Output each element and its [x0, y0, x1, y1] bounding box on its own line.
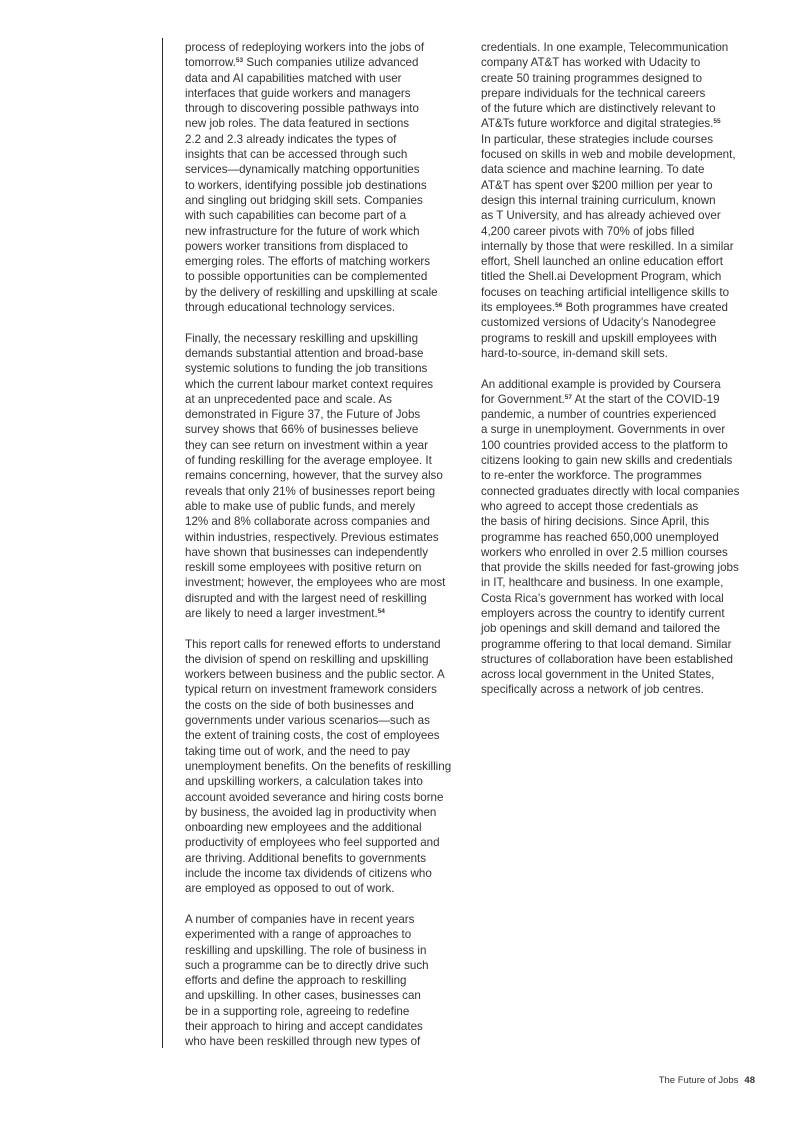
text-line [185, 851, 461, 866]
text-line [481, 560, 757, 575]
text-line [481, 575, 757, 590]
text-run: 4,200 career pivots with 70% of jobs filled [481, 224, 695, 238]
footnote-marker: 55 [713, 118, 721, 126]
text-run: An additional example is provided by Coursera [481, 377, 721, 391]
text-run: process of redeploying workers into the jobs of [185, 41, 425, 54]
text-line [185, 790, 461, 805]
text-line [481, 86, 757, 101]
text-run: programme offering to that local demand. Similar [481, 637, 732, 651]
text-line [185, 361, 461, 376]
text-line [481, 682, 757, 697]
text-line [185, 637, 461, 652]
text-run: through educational technology services. [185, 301, 396, 315]
text-line [185, 591, 461, 606]
text-run: disrupted and with the largest need of reskilling [185, 591, 427, 605]
text-line [481, 422, 757, 437]
text-line [185, 713, 461, 728]
text-line [185, 132, 461, 147]
text-run: have shown that businesses can independently [185, 545, 428, 559]
text-run: and upskilling. In other cases, businesses can [185, 989, 421, 1003]
footnote-marker: 53 [235, 57, 244, 65]
text-run: AT&Ts future workforce and digital strategies. [481, 117, 714, 131]
text-run: by the delivery of reskilling and upskilling at scale [185, 285, 438, 299]
text-run: titled the Shell.ai Development Program, which [481, 270, 722, 284]
text-run: who agreed to accept those credentials as [481, 499, 699, 513]
text-run: such a programme can be to directly drive such [185, 958, 429, 972]
text-run: effort, Shell launched an online education effort [481, 255, 723, 269]
text-run: tomorrow. [185, 56, 236, 70]
text-run: its employees. [481, 301, 556, 315]
text-run: to workers, identifying possible job destinations [185, 178, 427, 192]
text-run: programme has reached 650,000 unemployed [481, 530, 719, 544]
text-line [481, 453, 757, 468]
text-run: focuses on teaching artificial intelligence skills to [481, 285, 730, 299]
text-line [481, 468, 757, 483]
text-run: customized versions of Udacity’s Nanodegree [481, 316, 716, 330]
text-line [481, 499, 757, 514]
text-line [185, 484, 461, 499]
text-run: unemployment benefits. On the benefits of reskilling [185, 759, 452, 773]
text-run: new job roles. The data featured in sections [185, 117, 410, 131]
footnote-marker: 54 [377, 607, 385, 615]
text-line [185, 346, 461, 361]
text-line [481, 545, 757, 560]
text-line [185, 988, 461, 1003]
text-run: reskilling and upskilling. The role of business in [185, 943, 427, 957]
text-line [185, 162, 461, 177]
text-run: programs to reskill and upskill employees with [481, 331, 717, 345]
text-line [481, 652, 757, 667]
text-run: connected graduates directly with local companies [481, 484, 740, 498]
text-line [185, 545, 461, 560]
footer-title: The Future of Jobs [658, 1075, 739, 1086]
paragraph [185, 331, 461, 622]
text-run: investment; however, the employees who are most [185, 576, 446, 590]
text-line [481, 162, 757, 177]
paragraph [185, 40, 461, 315]
text-run: at an unprecedented pace and scale. As [185, 392, 392, 406]
text-run: the basis of hiring decisions. Since April, this [481, 515, 710, 529]
text-run: efforts and define the approach to reskilling [185, 974, 407, 988]
text-run: with such capabilities can become part of a [185, 209, 407, 223]
text-line [481, 71, 757, 86]
text-run: by business, the avoided lag in productivity when [185, 805, 437, 819]
text-run: in IT, healthcare and business. In one example, [481, 576, 724, 590]
text-run: and singling out bridging skill sets. Companies [185, 193, 423, 207]
paragraph [481, 40, 757, 361]
text-line [185, 943, 461, 958]
text-line [185, 744, 461, 759]
text-run: productivity of employees who feel supported and [185, 836, 440, 850]
text-line [185, 392, 461, 407]
left-column [185, 40, 461, 1065]
text-line [481, 300, 757, 315]
text-run: able to make use of public funds, and merely [185, 499, 416, 513]
text-run: reskill some employees with positive return on [185, 561, 422, 575]
text-line [185, 698, 461, 713]
text-line [481, 116, 757, 131]
text-run: demonstrated in Figure 37, the Future of Jobs [185, 408, 421, 422]
text-line [185, 55, 461, 70]
text-run: are likely to need a larger investment. [185, 606, 378, 620]
text-run: remains concerning, however, that the survey also [185, 469, 443, 483]
text-run: At the start of the COVID-19 [572, 392, 720, 406]
text-run: who have been reskilled through new types of [185, 1035, 421, 1049]
text-line [185, 71, 461, 86]
text-run: design this internal training curriculum, known [481, 193, 716, 207]
text-run: systemic solutions to funding the job transitions [185, 362, 428, 376]
text-run: typical return on investment framework considers [185, 683, 437, 697]
text-line [481, 484, 757, 499]
text-run: In particular, these strategies include courses [481, 132, 713, 146]
text-run: internally by those that were reskilled. In a similar [481, 239, 734, 253]
text-run: employers across the country to identify current [481, 606, 725, 620]
text-run: insights that can be accessed through such [185, 148, 408, 162]
text-line [185, 178, 461, 193]
text-line [481, 285, 757, 300]
text-line [185, 468, 461, 483]
text-line [185, 927, 461, 942]
text-line [185, 514, 461, 529]
text-run: and upskilling workers, a calculation takes into [185, 775, 423, 789]
paragraph [185, 637, 461, 897]
text-line [185, 774, 461, 789]
text-run: are thriving. Additional benefits to governments [185, 851, 427, 865]
footnote-marker: 56 [555, 302, 563, 310]
column-rule [162, 38, 163, 1048]
text-run: to re-enter the workforce. The programmes [481, 469, 702, 483]
text-run: through to discovering possible pathways into [185, 102, 419, 116]
text-line [185, 116, 461, 131]
text-run: survey shows that 66% of businesses believe [185, 423, 419, 437]
text-line [185, 866, 461, 881]
text-line [185, 958, 461, 973]
text-run: governments under various scenarios—such as [185, 714, 430, 728]
text-line [185, 40, 461, 55]
text-run: 100 countries provided access to the platform to [481, 438, 728, 452]
text-line [481, 208, 757, 223]
text-run: demands substantial attention and broad-base [185, 346, 424, 360]
text-line [185, 805, 461, 820]
text-run: Such companies utilize advanced [243, 56, 419, 70]
text-line [481, 331, 757, 346]
text-run: 2.2 and 2.3 already indicates the types of [185, 132, 397, 146]
text-line [185, 652, 461, 667]
text-line [481, 55, 757, 70]
text-run: services—dynamically matching opportunities [185, 163, 420, 177]
text-run: the extent of training costs, the cost of employees [185, 729, 440, 743]
text-line [185, 208, 461, 223]
text-run: Costa Rica’s government has worked with local [481, 591, 724, 605]
text-run: This report calls for renewed efforts to understand [185, 637, 441, 651]
text-run: within industries, respectively. Previous estimates [185, 530, 439, 544]
text-line [481, 667, 757, 682]
text-line [185, 1004, 461, 1019]
text-line [185, 667, 461, 682]
text-run: pandemic, a number of countries experienced [481, 408, 717, 422]
text-line [185, 820, 461, 835]
text-run: hard-to-source, in-demand skill sets. [481, 346, 668, 360]
text-run: credentials. In one example, Telecommunication [481, 41, 729, 54]
paragraph [481, 377, 757, 698]
text-run: powers worker transitions from displaced to [185, 239, 408, 253]
text-run: reveals that only 21% of businesses report being [185, 484, 436, 498]
text-run: AT&T has spent over $200 million per year to [481, 178, 713, 192]
text-line [481, 407, 757, 422]
text-run: data science and machine learning. To date [481, 163, 705, 177]
page-footer [659, 1075, 755, 1086]
text-run: A number of companies have in recent years [185, 912, 415, 926]
text-run: for Government. [481, 392, 565, 406]
text-run: create 50 training programmes designed to [481, 71, 703, 85]
text-line [185, 530, 461, 545]
text-run: experimented with a range of approaches to [185, 928, 412, 942]
text-line [185, 101, 461, 116]
text-line [185, 453, 461, 468]
text-run: be in a supporting role, agreeing to redefine [185, 1004, 410, 1018]
text-line [185, 682, 461, 697]
text-line [185, 86, 461, 101]
text-run: Both programmes have created [562, 301, 728, 315]
text-line [481, 101, 757, 116]
text-line [185, 1019, 461, 1034]
text-run: the costs on the side of both businesses and [185, 698, 414, 712]
text-run: that provide the skills needed for fast-growing jobs [481, 561, 739, 575]
text-line [185, 881, 461, 896]
text-run: their approach to hiring and accept candidates [185, 1020, 423, 1033]
text-run: the division of spend on reskilling and upskilling [185, 652, 429, 666]
text-run: emerging roles. The efforts of matching workers [185, 255, 431, 269]
text-line [185, 973, 461, 988]
text-line [481, 606, 757, 621]
text-line [185, 560, 461, 575]
text-run: new infrastructure for the future of work which [185, 224, 420, 238]
right-column [481, 40, 757, 713]
text-line [481, 315, 757, 330]
text-line [481, 178, 757, 193]
text-line [481, 254, 757, 269]
text-line [185, 224, 461, 239]
text-line [185, 254, 461, 269]
text-line [185, 285, 461, 300]
text-line [481, 438, 757, 453]
text-line [481, 346, 757, 361]
text-line [185, 759, 461, 774]
text-line [185, 912, 461, 927]
text-line [185, 499, 461, 514]
text-run: are employed as opposed to out of work. [185, 882, 395, 896]
text-run: include the income tax dividends of citizens who [185, 867, 432, 881]
text-run: of the future which are distinctively relevant to [481, 102, 716, 116]
text-line [481, 621, 757, 636]
page-number: 48 [744, 1075, 755, 1086]
text-line [481, 269, 757, 284]
text-run: interfaces that guide workers and managers [185, 86, 411, 100]
footnote-marker: 57 [564, 393, 573, 401]
text-line [481, 193, 757, 208]
text-run: across local government in the United States, [481, 668, 715, 682]
text-line [185, 575, 461, 590]
text-line [481, 147, 757, 162]
text-run: 12% and 8% collaborate across companies and [185, 515, 430, 529]
text-run: job openings and skill demand and tailored the [481, 622, 721, 636]
text-run: a surge in unemployment. Governments in over [481, 423, 726, 437]
text-line [481, 637, 757, 652]
text-line [185, 269, 461, 284]
text-line [481, 239, 757, 254]
text-run: of funding reskilling for the average employee. It [185, 454, 432, 468]
text-run: specifically across a network of job centres. [481, 683, 704, 697]
text-run: Finally, the necessary reskilling and upskilling [185, 331, 419, 345]
text-line [185, 438, 461, 453]
text-line [185, 331, 461, 346]
text-line [185, 728, 461, 743]
text-line [185, 147, 461, 162]
text-line [481, 377, 757, 392]
text-line [185, 193, 461, 208]
text-run: focused on skills in web and mobile development, [481, 148, 736, 162]
text-line [185, 606, 461, 621]
text-run: which the current labour market context requires [185, 377, 434, 391]
text-line [185, 239, 461, 254]
text-run: prepare individuals for the technical careers [481, 86, 706, 100]
text-line [481, 392, 757, 407]
text-line [481, 132, 757, 147]
text-run: data and AI capabilities matched with user [185, 71, 402, 85]
text-run: structures of collaboration have been established [481, 652, 733, 666]
text-run: onboarding new employees and the additional [185, 821, 422, 835]
text-line [185, 422, 461, 437]
text-run: they can see return on investment within a year [185, 438, 428, 452]
text-line [481, 224, 757, 239]
text-line [185, 377, 461, 392]
text-line [185, 835, 461, 850]
text-run: taking time out of work, and the need to pay [185, 744, 410, 758]
text-run: citizens looking to gain new skills and credentials [481, 454, 733, 468]
text-line [481, 530, 757, 545]
text-line [185, 407, 461, 422]
paragraph [185, 912, 461, 1050]
text-run: workers between business and the public sector. A [185, 668, 445, 682]
text-run: workers who enrolled in over 2.5 million courses [481, 545, 728, 559]
text-line [185, 300, 461, 315]
text-line [481, 591, 757, 606]
text-line [185, 1034, 461, 1049]
text-run: company AT&T has worked with Udacity to [481, 56, 701, 70]
text-run: account avoided severance and hiring costs borne [185, 790, 444, 804]
text-line [481, 514, 757, 529]
text-run: to possible opportunities can be complemented [185, 270, 428, 284]
text-run: as T University, and has already achieved over [481, 209, 721, 223]
text-line [481, 40, 757, 55]
